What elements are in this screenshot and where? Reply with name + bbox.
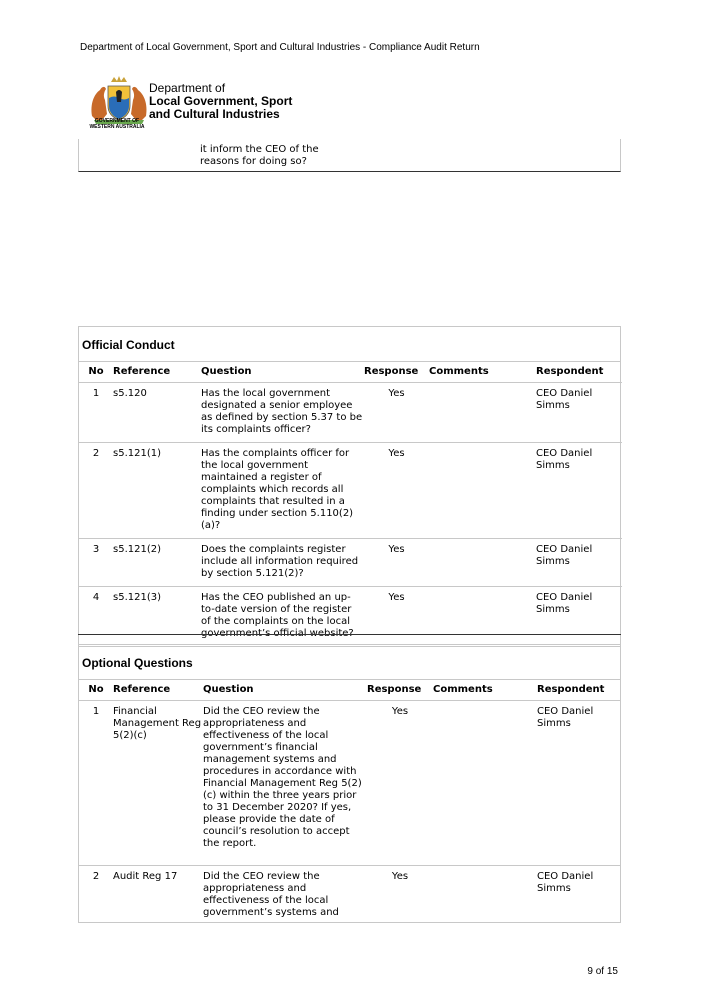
row-response: Yes bbox=[391, 706, 409, 717]
row-no: 1 bbox=[92, 388, 100, 399]
table-row bbox=[79, 539, 622, 587]
row-no: 3 bbox=[92, 544, 100, 555]
col-header-reference: Reference bbox=[113, 680, 203, 701]
department-line-3: and Cultural Industries bbox=[149, 107, 280, 121]
row-comments bbox=[433, 701, 537, 712]
row-question: Did the CEO review the appropriateness and effectiveness of the local government’s financial management systems and procedures in accordance with Financial Management Reg 5(2)(c) within the three years prior to 31 December 2020? If yes, please provide the date of council’s resolution to accept the report. bbox=[203, 706, 362, 849]
table-row bbox=[79, 701, 620, 866]
row-respondent: CEO Daniel Simms bbox=[537, 871, 594, 894]
row-respondent: CEO Daniel Simms bbox=[536, 544, 593, 567]
row-respondent: CEO Daniel Simms bbox=[536, 592, 593, 615]
row-comments bbox=[429, 383, 536, 394]
row-comments bbox=[429, 443, 536, 454]
row-respondent: CEO Daniel Simms bbox=[536, 448, 593, 471]
table-header-row bbox=[79, 362, 622, 383]
optional-questions-table bbox=[79, 680, 620, 923]
page-number: 9 of 15 bbox=[587, 966, 618, 977]
col-header-question: Question bbox=[203, 680, 367, 701]
continued-question-text: it inform the CEO of the reasons for doing so? bbox=[200, 144, 319, 167]
row-response: Yes bbox=[391, 871, 409, 882]
official-conduct-section bbox=[78, 326, 621, 647]
row-question: Does the complaints register include all information required by section 5.121(2)? bbox=[201, 544, 359, 579]
row-reference: Financial Management Reg 5(2)(c) bbox=[113, 706, 202, 741]
row-comments bbox=[429, 587, 536, 598]
row-no: 1 bbox=[92, 706, 100, 717]
section-title: Official Conduct bbox=[79, 327, 620, 362]
row-reference: s5.121(2) bbox=[113, 544, 162, 555]
row-response: Yes bbox=[388, 544, 405, 555]
col-header-question: Question bbox=[201, 362, 364, 383]
row-question: Has the local government designated a senior employee as defined by section 5.37 to be its complaints officer? bbox=[201, 388, 363, 435]
table-header-row bbox=[79, 680, 620, 701]
row-reference: Audit Reg 17 bbox=[113, 871, 178, 882]
row-no: 2 bbox=[92, 448, 100, 459]
department-line-2: Local Government, Sport bbox=[149, 94, 293, 108]
table-row bbox=[79, 866, 620, 924]
row-comments bbox=[429, 539, 536, 550]
row-no: 2 bbox=[92, 871, 100, 882]
section-title: Optional Questions bbox=[79, 645, 620, 680]
table-row bbox=[79, 443, 622, 539]
row-reference: s5.121(3) bbox=[113, 592, 162, 603]
section-bottom-rule bbox=[78, 634, 621, 635]
col-header-response: Response bbox=[364, 362, 429, 383]
department-name bbox=[149, 82, 292, 121]
col-header-respondent: Respondent bbox=[537, 680, 620, 701]
col-header-response: Response bbox=[367, 680, 433, 701]
continued-question-row bbox=[78, 139, 621, 172]
row-comments bbox=[433, 866, 537, 877]
col-header-no: No bbox=[79, 680, 113, 701]
col-header-comments: Comments bbox=[433, 680, 537, 701]
government-of-wa-label: GOVERNMENT OF WESTERN AUSTRALIA bbox=[89, 118, 145, 130]
row-response: Yes bbox=[388, 388, 405, 399]
col-header-respondent: Respondent bbox=[536, 362, 622, 383]
optional-questions-section bbox=[78, 644, 621, 923]
document-header: Department of Local Government, Sport and Cultural Industries - Compliance Audit Return bbox=[80, 42, 480, 53]
table-row bbox=[79, 383, 622, 443]
row-reference: s5.120 bbox=[113, 388, 147, 399]
row-response: Yes bbox=[388, 592, 405, 603]
row-question: Did the CEO review the appropriateness and effectiveness of the local government’s systems and bbox=[203, 871, 339, 918]
row-reference: s5.121(1) bbox=[113, 448, 162, 459]
row-question: Has the complaints officer for the local government maintained a register of complaints which records all complaints that resulted in a finding under section 5.110(2)(a)? bbox=[201, 448, 354, 531]
row-question: Has the CEO published an up-to-date version of the register of the complaints on the local government’s official website? bbox=[201, 592, 354, 639]
row-response: Yes bbox=[388, 448, 405, 459]
row-no: 4 bbox=[92, 592, 100, 603]
col-header-comments: Comments bbox=[429, 362, 536, 383]
official-conduct-table bbox=[79, 362, 622, 646]
department-line-1: Department of bbox=[149, 81, 226, 95]
row-respondent: CEO Daniel Simms bbox=[536, 388, 593, 411]
table-row bbox=[79, 587, 622, 647]
row-respondent: CEO Daniel Simms bbox=[537, 706, 594, 729]
col-header-reference: Reference bbox=[113, 362, 201, 383]
col-header-no: No bbox=[79, 362, 113, 383]
